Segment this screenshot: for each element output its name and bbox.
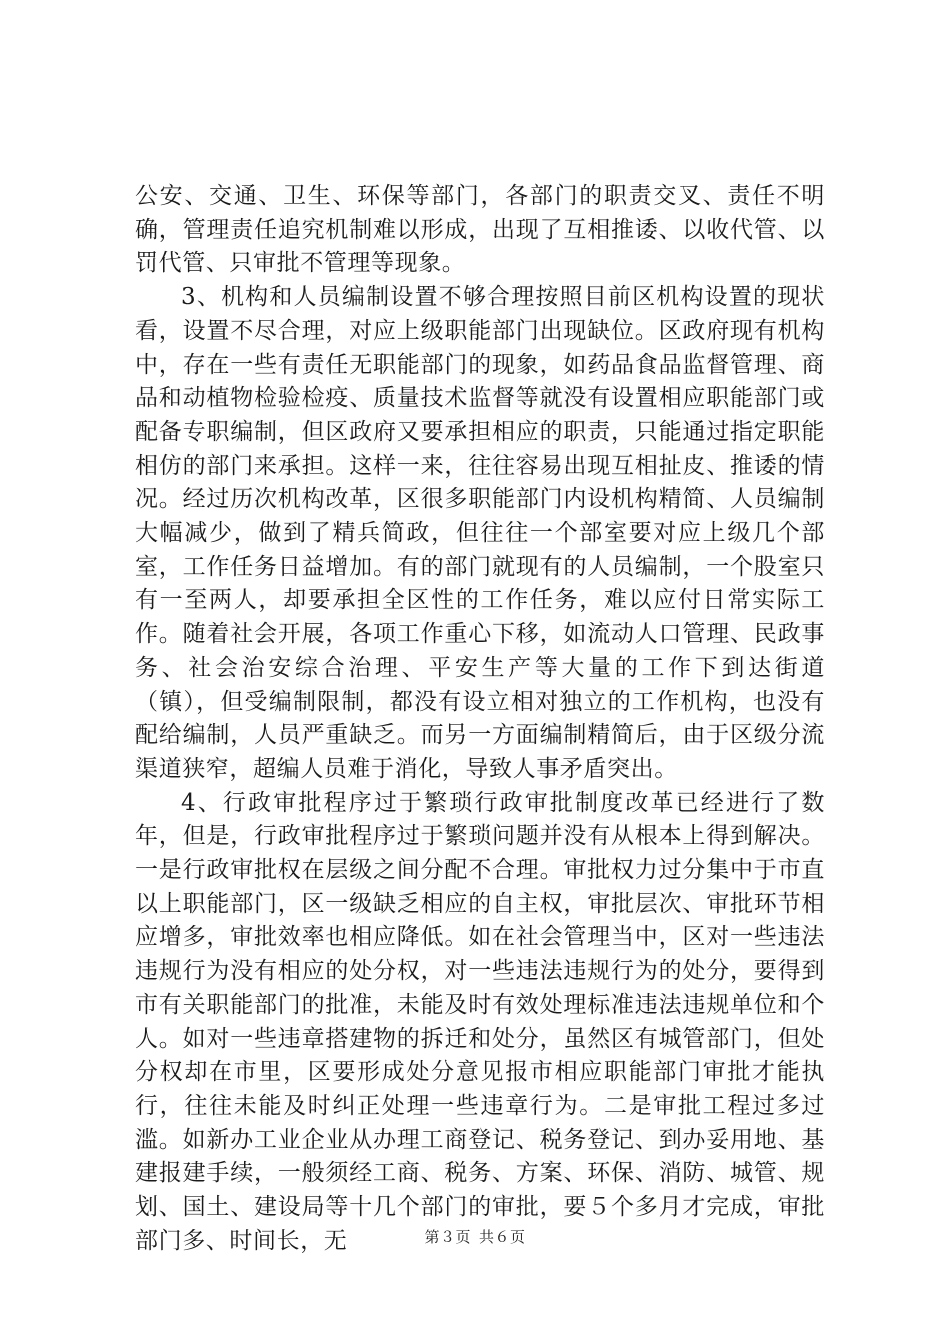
page-number: 第３页: [424, 1228, 471, 1246]
document-body: [135, 180, 825, 1259]
paragraph-1: 公安、交通、卫生、环保等部门，各部门的职责交叉、责任不明确，管理责任追究机制难以形成，出现了互相推诿、以收代管、以罚代管、只审批不管理等现象。: [135, 183, 825, 277]
page-total: 共６页: [479, 1228, 526, 1246]
page-footer: [0, 1226, 950, 1247]
paragraph-3: 4、行政审批程序过于繁琐行政审批制度改革已经进行了数年，但是，行政审批程序过于繁琐问题并没有从根本上得到解决。一是行政审批权在层级之间分配不合理。审批权力过分集中于市直以上职能部门，区一级缺乏相应的自主权，审批层次、审批环节相应增多，审批效率也相应降低。如在社会管理当中，区对一些违法违规行为没有相应的处分权，对一些违法违规行为的处分，要得到市有关职能部门的批准，未能及时有效处理标准违法违规单位和个人。如对一些违章搭建物的拆迁和处分，虽然区有城管部门，但处分权却在市里，区要形成处分意见报市相应职能部门审批才能执行，往往未能及时纠正处理一些违章行为。二是审批工程过多过滥。如新办工业企业从办理工商登记、税务登记、到办妥用地、基建报建手续，一般须经工商、税务、方案、环保、消防、城管、规划、国土、建设局等十几个部门的审批，要５个多月才完成，审批部门多、时间长，无: [135, 789, 825, 1254]
paragraph-2: 3、机构和人员编制设置不够合理按照目前区机构设置的现状看，设置不尽合理，对应上级职能部门出现缺位。区政府现有机构中，存在一些有责任无职能部门的现象，如药品食品监督管理、商品和动植物检验检疫、质量技术监督等就没有设置相应职能部门或配备专职编制，但区政府又要承担相应的职责，只能通过指定职能相仿的部门来承担。这样一来，往往容易出现互相扯皮、推诿的情况。经过历次机构改革，区很多职能部门内设机构精简、人员编制大幅减少，做到了精兵简政，但往往一个部室要对应上级几个部室，工作任务日益增加。有的部门就现有的人员编制，一个股室只有一至两人，却要承担全区性的工作任务，难以应付日常实际工作。随着社会开展，各项工作重心下移，如流动人口管理、民政事务、社会治安综合治理、平安生产等大量的工作下到达街道（镇），但受编制限制，都没有设立相对独立的工作机构，也没有配给编制，人员严重缺乏。而另一方面编制精简后，由于区级分流渠道狭窄，超编人员难于消化，导致人事矛盾突出。: [135, 284, 825, 782]
